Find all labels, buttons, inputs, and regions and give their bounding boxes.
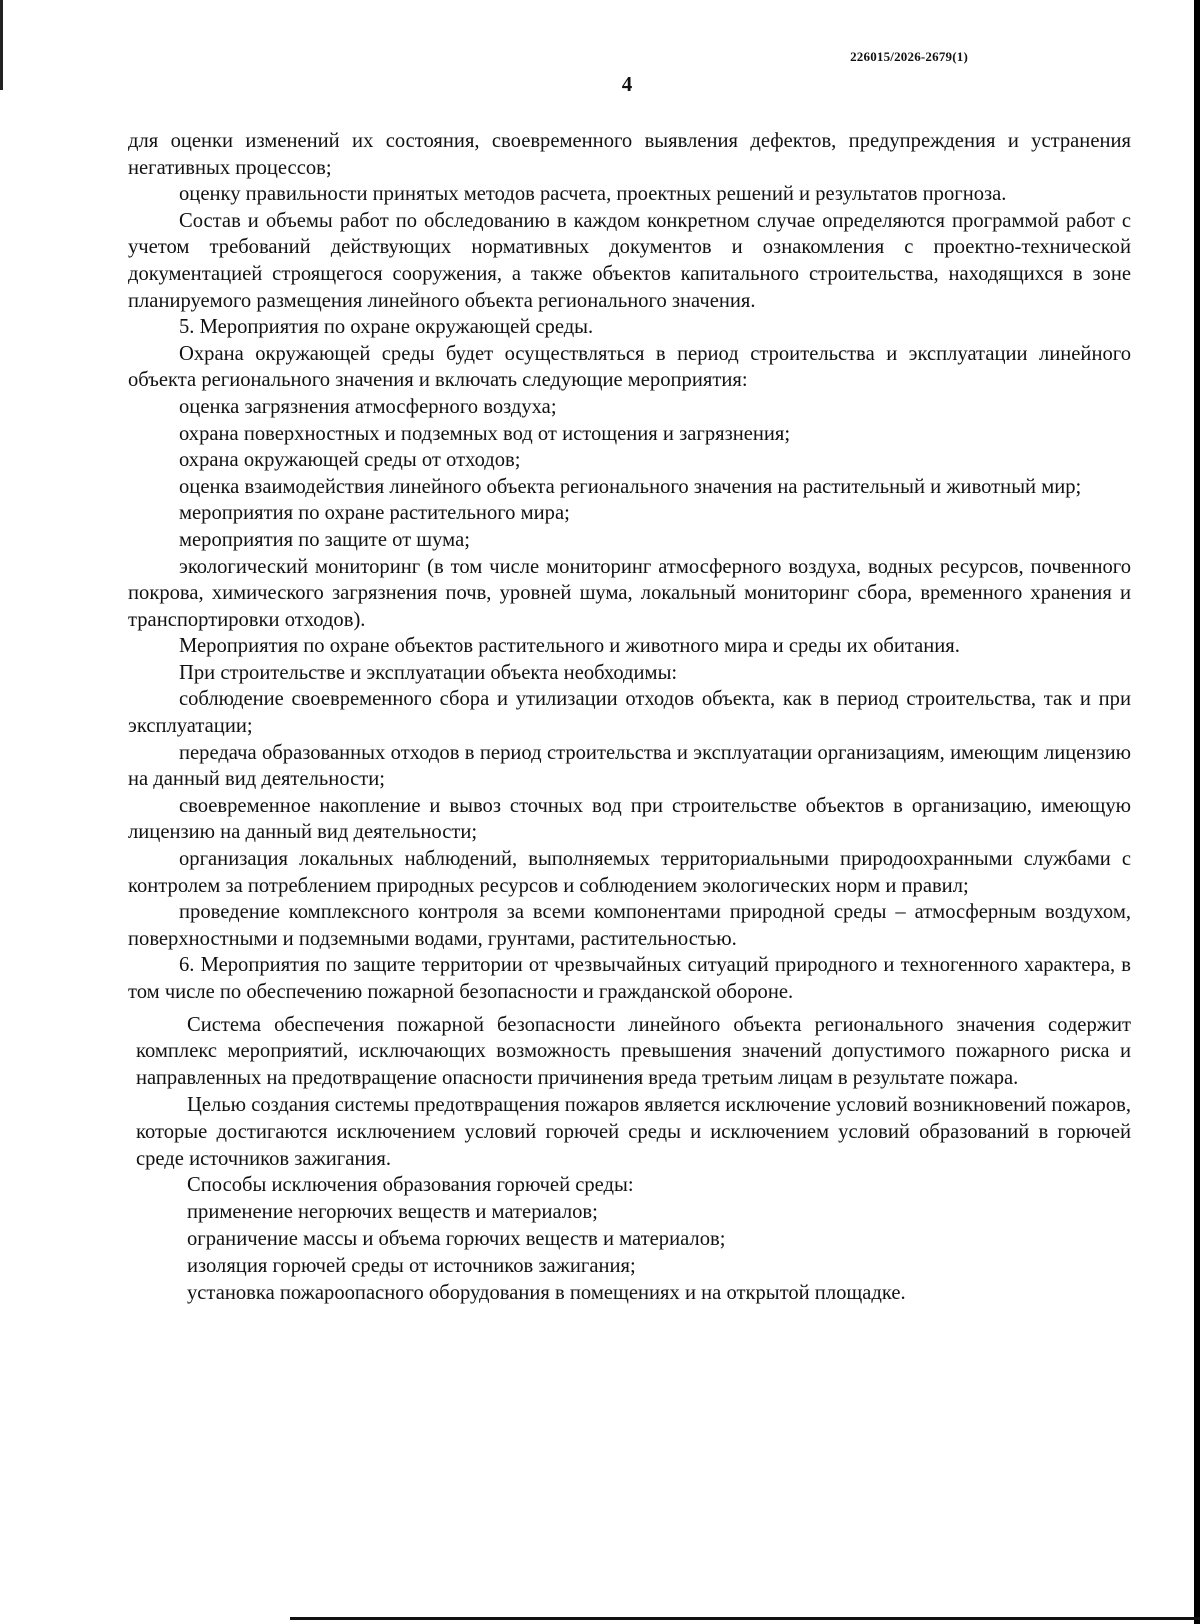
list-item: установка пожароопасного оборудования в помещениях и на открытой площадке. [187,1281,906,1304]
list-item: мероприятия по защите от шума; [179,528,470,551]
paragraph: Состав и объемы работ по обследованию в каждом конкретном случае определяются программой работ с учетом требований действующих нормативных документов и ознакомления с проектно-технической документацией строящегося сооружения, а также объектов капитального строительства, находящихся в зоне планируемого размещения линейного объекта регионального значения. [128,209,1131,312]
list-item: мероприятия по охране растительного мира; [179,502,570,525]
paragraph: Система обеспечения пожарной безопасности линейного объекта регионального значения содержит комплекс мероприятий, исключающих возможность превышения значений допустимого пожарного риска и направленных на предотвращение опасности причинения вреда третьим лицам в результате пожара. [136,1013,1131,1090]
section-heading: 5. Мероприятия по охране окружающей среды. [179,316,594,339]
document-number: 226015/2026-2679(1) [850,49,968,64]
scan-edge-right [1194,0,1200,1624]
paragraph: Мероприятия по охране объектов растительного и животного мира и среды их обитания. [179,635,960,658]
paragraph: для оценки изменений их состояния, своевременного выявления дефектов, предупреждения и устранения негативных процессов; [128,130,1131,179]
list-item: проведение комплексного контроля за всеми компонентами природной среды – атмосферным воздухом, поверхностными и подземными водами, грунтами, растительностью. [128,901,1131,950]
list-item: передача образованных отходов в период строительства и эксплуатации организациям, имеющим лицензию на данный вид деятельности; [128,741,1131,791]
list-item: оценка взаимодействия линейного объекта регионального значения на растительный и животный мир; [179,475,1082,498]
scan-edge-bottom [290,1617,1200,1620]
list-item: применение негорючих веществ и материалов; [187,1201,598,1224]
list-item: изоляция горючей среды от источников зажигания; [187,1254,636,1277]
list-item: экологический мониторинг (в том числе мониторинг атмосферного воздуха, водных ресурсов, почвенного покрова, химического загрязнения почв, уровней шума, локальный мониторинг сбора, временного хранения и транспортировки отходов). [128,555,1131,631]
document-body [128,128,1131,1306]
paragraph: При строительстве и эксплуатации объекта необходимы: [179,661,678,684]
list-item: соблюдение своевременного сбора и утилизации отходов объекта, как в период строительства, так и при эксплуатации; [128,688,1131,738]
page-number: 4 [621,72,633,96]
paragraph: Охрана окружающей среды будет осуществляться в период строительства и эксплуатации линейного объекта регионального значения и включать следующие мероприятия: [128,342,1131,392]
section-heading: 6. Мероприятия по защите территории от чрезвычайных ситуаций природного и техногенного характера, в том числе по обеспечению пожарной безопасности и гражданской обороне. [128,954,1131,1003]
list-item: организация локальных наблюдений, выполняемых территориальными природоохранными службами с контролем за потреблением природных ресурсов и соблюдением экологических норм и правил; [128,848,1131,897]
lower-block [136,1012,1131,1307]
list-item: охрана поверхностных и подземных вод от истощения и загрязнения; [179,422,791,445]
paragraph: Способы исключения образования горючей среды: [187,1174,634,1197]
list-item: оценка загрязнения атмосферного воздуха; [179,395,557,418]
list-item: охрана окружающей среды от отходов; [179,449,521,472]
list-item: ограничение массы и объема горючих веществ и материалов; [187,1227,726,1250]
paragraph: оценку правильности принятых методов расчета, проектных решений и результатов прогноза. [179,183,1007,206]
paragraph: Целью создания системы предотвращения пожаров является исключение условий возникновений пожаров, которые достигаются исключением условий горючей среды и исключением условий образований в горючей среде источников зажигания. [136,1093,1131,1170]
list-item: своевременное накопление и вывоз сточных вод при строительстве объектов в организацию, имеющую лицензию на данный вид деятельности; [128,794,1131,844]
